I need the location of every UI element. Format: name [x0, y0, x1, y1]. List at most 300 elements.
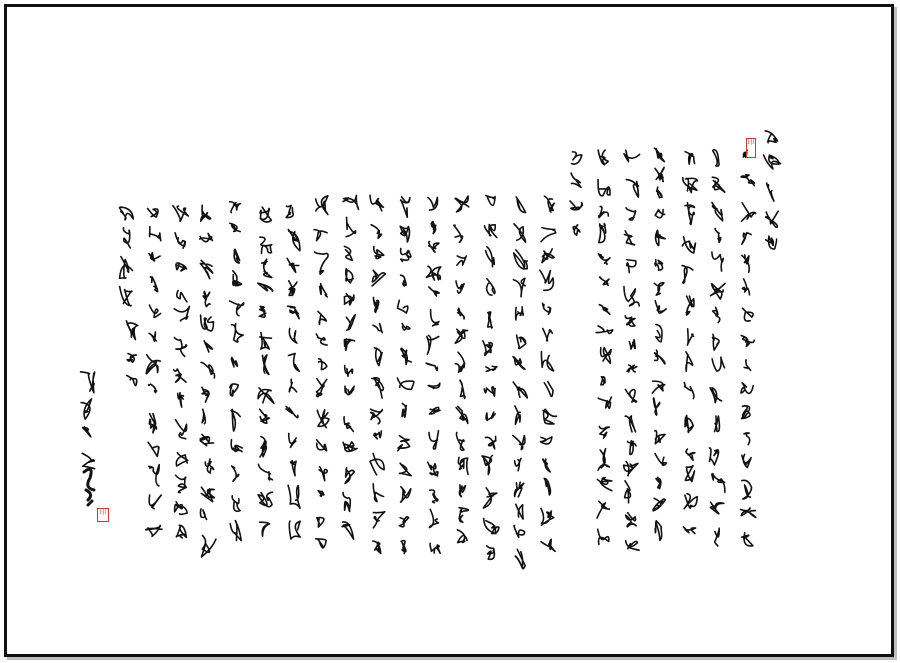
calligraphy-glyph [715, 416, 720, 432]
calligraphy-glyph [343, 442, 357, 452]
calligraphy-glyph [597, 501, 609, 518]
calligraphy-glyph [483, 341, 492, 356]
calligraphy-glyph [456, 406, 468, 423]
calligraphy-glyph [120, 257, 133, 279]
calligraphy-glyph [200, 509, 206, 520]
calligraphy-glyph [176, 475, 187, 492]
calligraphy-glyph [544, 478, 550, 495]
calligraphy-glyph [149, 495, 161, 509]
calligraphy-glyph [710, 388, 722, 403]
calligraphy-glyph [401, 248, 411, 261]
calligraphy-glyph [429, 287, 439, 296]
calligraphy-glyph [624, 150, 640, 161]
calligraphy-glyph [260, 237, 272, 253]
calligraphy-glyph [345, 386, 354, 395]
calligraphy-glyph [513, 382, 527, 398]
calligraphy-glyph [317, 410, 329, 428]
calligraphy-glyph [599, 426, 609, 438]
calligraphy-glyph [262, 355, 268, 374]
calligraphy-glyph [262, 259, 272, 277]
calligraphy-glyph [654, 283, 664, 296]
calligraphy-glyph [150, 277, 157, 292]
calligraphy-glyph [655, 521, 661, 540]
calligraphy-glyph [397, 378, 413, 389]
calligraphy-glyph [399, 517, 408, 527]
calligraphy-glyph [258, 492, 272, 507]
calligraphy-glyph [709, 448, 718, 465]
calligraphy-glyph [655, 210, 664, 218]
calligraphy-glyph [625, 389, 636, 402]
calligraphy-glyph [653, 498, 665, 511]
calligraphy-glyph [258, 388, 274, 403]
calligraphy-glyph [316, 539, 327, 548]
calligraphy-glyph [541, 437, 552, 444]
calligraphy-glyph [742, 533, 753, 546]
calligraphy-glyph [710, 502, 723, 514]
calligraphy-glyph [682, 237, 695, 253]
end-seal: 印 [97, 508, 109, 522]
calligraphy-glyph [601, 348, 611, 364]
calligraphy-glyph [713, 150, 719, 166]
calligraphy-glyph [517, 335, 526, 348]
calligraphy-glyph [741, 508, 756, 518]
calligraphy-glyph [374, 247, 384, 259]
calligraphy-glyph [370, 195, 383, 211]
calligraphy-glyph [291, 461, 297, 476]
calligraphy-glyph [230, 223, 240, 231]
calligraphy-glyph [765, 131, 777, 143]
calligraphy-glyph [288, 229, 300, 250]
calligraphy-glyph [176, 420, 187, 439]
calligraphy-glyph [149, 465, 160, 486]
calligraphy-glyph [513, 357, 525, 370]
calligraphy-glyph [652, 381, 664, 393]
title-seal: 印 [746, 138, 756, 158]
calligraphy-glyph [653, 398, 659, 415]
calligraphy-glyph [344, 246, 352, 260]
calligraphy-glyph [597, 478, 612, 491]
calligraphy-glyph [712, 474, 725, 493]
calligraphy-glyph [287, 258, 299, 272]
calligraphy-glyph [742, 454, 751, 467]
calligraphy-glyph [741, 175, 754, 186]
calligraphy-glyph [486, 412, 495, 420]
calligraphy-glyph [231, 324, 243, 342]
calligraphy-glyph [148, 442, 159, 456]
calligraphy-glyph [744, 360, 751, 370]
calligraphy-glyph [200, 260, 212, 278]
calligraphy-glyph [402, 403, 406, 417]
calligraphy-glyph [81, 372, 95, 393]
calligraphy-glyph [230, 521, 241, 541]
calligraphy-glyph [656, 230, 666, 245]
calligraphy-glyph [455, 196, 469, 212]
calligraphy-glyph [343, 195, 358, 209]
calligraphy-glyph [683, 178, 698, 193]
calligraphy-glyph [200, 434, 213, 445]
calligraphy-glyph [598, 397, 611, 408]
calligraphy-glyph [398, 300, 408, 313]
calligraphy-glyph [401, 197, 410, 217]
calligraphy-glyph [712, 252, 723, 271]
calligraphy-glyph [513, 278, 525, 297]
calligraphy-glyph [374, 348, 382, 366]
calligraphy-glyph [541, 228, 556, 242]
calligraphy-glyph [598, 449, 609, 471]
calligraphy-glyph [234, 249, 239, 263]
calligraphy-glyph [487, 546, 495, 560]
calligraphy-glyph [373, 484, 383, 502]
calligraphy-glyph [600, 277, 609, 285]
calligraphy-glyph [683, 527, 695, 534]
calligraphy-glyph [485, 436, 495, 448]
calligraphy-glyph [372, 270, 385, 286]
calligraphy-glyph [200, 233, 213, 241]
calligraphy-glyph [627, 260, 636, 273]
calligraphy-glyph [371, 409, 383, 424]
calligraphy-glyph [317, 440, 327, 451]
calligraphy-glyph [319, 359, 327, 370]
calligraphy-glyph [177, 290, 187, 301]
calligraphy-glyph [373, 297, 378, 312]
calligraphy-glyph [625, 481, 631, 503]
calligraphy-glyph [431, 221, 436, 233]
calligraphy-glyph [260, 333, 272, 350]
calligraphy-glyph [624, 231, 634, 245]
calligraphy-glyph [81, 399, 91, 419]
calligraphy-glyph [460, 380, 465, 398]
calligraphy-glyph [202, 535, 217, 557]
calligraphy-glyph [314, 230, 327, 241]
calligraphy-glyph [741, 383, 753, 394]
calligraphy-glyph [485, 225, 497, 238]
calligraphy-glyph [260, 437, 266, 457]
calligraphy-glyph [344, 339, 354, 350]
calligraphy-glyph [317, 518, 324, 527]
calligraphy-glyph [626, 513, 637, 527]
calligraphy-glyph [373, 512, 385, 528]
calligraphy-glyph [687, 329, 693, 345]
calligraphy-glyph [373, 541, 381, 553]
calligraphy-glyph [514, 250, 528, 269]
calligraphy-glyph [655, 453, 666, 465]
calligraphy-glyph [482, 456, 492, 475]
calligraphy-glyph [428, 462, 438, 476]
calligraphy-glyph [766, 211, 779, 227]
calligraphy-glyph [515, 458, 521, 470]
calligraphy-glyph [345, 365, 353, 376]
calligraphy-glyph [346, 269, 354, 283]
calligraphy-glyph [456, 432, 464, 450]
calligraphy-glyph [515, 482, 524, 497]
calligraphy-glyph [258, 283, 273, 291]
calligraphy-glyph [401, 348, 411, 364]
calligraphy-glyph [682, 266, 693, 284]
calligraphy-glyph [175, 502, 188, 515]
calligraphy-glyph [742, 255, 749, 272]
calligraphy-glyph [624, 462, 638, 476]
calligraphy-glyph [742, 308, 753, 321]
calligraphy-glyph [258, 464, 272, 480]
calligraphy-glyph [175, 233, 185, 248]
calligraphy-glyph [573, 225, 580, 236]
calligraphy-glyph [686, 296, 694, 315]
calligraphy-glyph [543, 303, 551, 314]
calligraphy-glyph [233, 271, 242, 286]
calligraphy-glyph [344, 417, 353, 432]
calligraphy-glyph [599, 206, 609, 217]
calligraphy-glyph [429, 431, 439, 449]
calligraphy-glyph [150, 227, 161, 241]
calligraphy-glyph [686, 449, 695, 460]
calligraphy-glyph [571, 173, 581, 187]
calligraphy-glyph [543, 409, 556, 424]
calligraphy-glyph [713, 334, 720, 350]
calligraphy-glyph [455, 352, 464, 372]
calligraphy-glyph [570, 201, 582, 210]
calligraphy-glyph [742, 279, 749, 295]
calligraphy-glyph [372, 378, 384, 398]
calligraphy-glyph [713, 307, 720, 322]
calligraphy-glyph [457, 256, 466, 265]
calligraphy-glyph [744, 433, 750, 445]
calligraphy-glyph [544, 382, 553, 397]
calligraphy-glyph [656, 324, 662, 341]
calligraphy-glyph [83, 427, 91, 437]
calligraphy-glyph [484, 387, 495, 397]
calligraphy-glyph [146, 355, 160, 374]
calligraphy-glyph [205, 459, 213, 473]
calligraphy-glyph [260, 207, 271, 222]
calligraphy-glyph [684, 494, 697, 509]
calligraphy-glyph [426, 266, 440, 280]
calligraphy-glyph [148, 208, 159, 217]
calligraphy-glyph [712, 357, 724, 371]
calligraphy-glyph [712, 177, 725, 192]
calligraphy-glyph [149, 332, 156, 341]
calligraphy-glyph [598, 150, 608, 165]
calligraphy-glyph [626, 208, 636, 220]
calligraphy-glyph [176, 525, 186, 538]
calligraphy-glyph [459, 508, 468, 522]
calligraphy-glyph [342, 522, 353, 539]
calligraphy-glyph [176, 453, 188, 466]
calligraphy-glyph [742, 480, 752, 499]
calligraphy-glyph [288, 306, 299, 318]
calligraphy-glyph [516, 504, 523, 519]
calligraphy-glyph [626, 180, 638, 198]
calligraphy-glyph [767, 183, 774, 201]
calligraphy-glyph [149, 414, 156, 433]
calligraphy-glyph [146, 525, 162, 536]
calligraphy-glyph [231, 409, 240, 431]
calligraphy-glyph [259, 307, 266, 318]
calligraphy-glyph [656, 477, 661, 488]
calligraphy-glyph [685, 152, 694, 164]
calligraphy-glyph [316, 196, 328, 215]
calligraphy-glyph [601, 377, 605, 385]
calligraphy-glyph [126, 321, 137, 340]
calligraphy-glyph [626, 541, 639, 550]
calligraphy-glyph [426, 363, 437, 370]
calligraphy-glyph [401, 487, 411, 502]
calligraphy-glyph [457, 530, 467, 543]
calligraphy-glyph [514, 525, 525, 537]
calligraphy-glyph [374, 431, 381, 439]
calligraphy-glyph [230, 202, 241, 213]
calligraphy-glyph [655, 301, 666, 313]
calligraphy-glyph [515, 549, 525, 568]
calligraphy-glyph [344, 294, 353, 305]
calligraphy-glyph [230, 301, 244, 316]
calligraphy-glyph [599, 305, 609, 315]
calligraphy-glyph [286, 205, 293, 217]
calligraphy-glyph [318, 491, 324, 497]
signature-strokes [84, 469, 94, 505]
calligraphy-glyph [202, 387, 209, 402]
calligraphy-glyph [742, 203, 756, 222]
calligraphy-glyph [598, 180, 610, 196]
calligraphy-glyph [541, 352, 553, 371]
calligraphy-glyph [454, 225, 463, 242]
calligraphy-glyph [655, 167, 664, 181]
calligraphy-glyph [715, 528, 719, 546]
calligraphy-glyph [400, 226, 409, 242]
calligraphy-glyph [127, 375, 137, 385]
calligraphy-glyph [543, 459, 551, 472]
calligraphy-glyph [203, 291, 210, 306]
calligraphy-glyph [543, 328, 553, 341]
calligraphy-glyph [540, 270, 554, 290]
calligraphy-glyph [174, 338, 186, 357]
calligraphy-glyph [119, 207, 133, 220]
calligraphy-glyph [82, 453, 94, 468]
calligraphy-glyph [289, 281, 297, 296]
calligraphy-glyph [373, 324, 382, 333]
calligraphy-glyph [655, 431, 665, 444]
calligraphy-glyph [201, 315, 214, 331]
calligraphy-glyph [317, 379, 327, 397]
calligraphy-glyph [742, 233, 751, 245]
calligraphy-glyph [459, 485, 465, 497]
calligraphy-glyph [657, 187, 662, 197]
calligraphy-glyph [429, 242, 439, 253]
calligraphy-glyph [541, 539, 555, 551]
calligraphy-glyph [289, 328, 297, 343]
calligraphy-glyph [370, 453, 384, 474]
calligraphy-glyph [178, 393, 184, 407]
calligraphy-glyph [516, 307, 524, 320]
calligraphy-glyph [486, 196, 495, 206]
calligraphy-glyph [428, 197, 438, 210]
calligraphy-glyph [286, 406, 298, 417]
calligraphy-glyph [544, 196, 554, 212]
calligraphy-glyph [123, 228, 130, 248]
calligraphy-glyph [318, 311, 326, 324]
calligraphy-glyph [430, 543, 440, 553]
calligraphy-glyph [149, 305, 160, 317]
calligraphy-glyph [429, 407, 440, 414]
calligraphy-glyph [627, 365, 637, 372]
calligraphy-glyph [458, 457, 468, 474]
calligraphy-glyph [766, 236, 777, 249]
calligraphy-glyph [516, 197, 525, 213]
calligraphy-glyph [741, 335, 754, 346]
calligraphy-glyph [345, 468, 354, 484]
calligraphy-glyph [232, 466, 239, 481]
calligraphy-glyph [685, 466, 694, 482]
calligraphy-glyph [201, 487, 214, 501]
calligraphy-glyph [598, 529, 609, 544]
calligraphy-glyph [542, 249, 554, 263]
calligraphy-glyph [486, 366, 497, 371]
calligraphy-glyph [712, 203, 723, 221]
calligraphy-glyph [315, 252, 328, 274]
calligraphy-glyph [684, 383, 694, 399]
calligraphy-glyph [398, 436, 410, 451]
calligraphy-glyph [715, 229, 721, 243]
calligraphy-glyph [399, 463, 411, 475]
calligraphy-glyph [232, 496, 240, 511]
calligraphy-glyph [320, 284, 328, 297]
calligraphy-glyph [289, 433, 296, 447]
calligraphy-glyph [629, 340, 635, 349]
calligraphy-glyph [541, 508, 554, 525]
calligraphy-glyph [742, 406, 750, 419]
calligraphy-glyph [173, 206, 188, 221]
calligraphy-glyph [625, 416, 635, 432]
calligraphy-glyph [483, 488, 496, 508]
calligraphy-glyph [686, 352, 693, 371]
calligraphy-glyph [515, 406, 520, 424]
calligraphy-glyph [456, 281, 464, 293]
calligraphy-glyph [120, 287, 132, 306]
calligraphy-glyph [201, 362, 214, 378]
calligraphy-glyph [654, 148, 664, 161]
calligraphy-glyph [316, 334, 327, 345]
calligraphy-glyph [764, 155, 781, 169]
calligraphy-glyph [655, 350, 665, 364]
calligraphy-glyph [599, 224, 606, 243]
calligraphy-glyph [346, 315, 355, 330]
calligraphy-glyph [202, 409, 205, 424]
calligraphy-glyph [230, 384, 238, 396]
calligraphy-glyph [427, 335, 439, 354]
calligraphy-glyph [624, 287, 639, 306]
calligraphy-glyph [484, 518, 499, 533]
calligraphy-glyph [685, 415, 693, 432]
calligraphy-glyph [231, 440, 242, 452]
calligraphy-glyph [343, 493, 350, 512]
calligraphy-glyph [288, 354, 299, 372]
calligraphy-glyph [458, 308, 465, 319]
calligraphy-glyph [430, 490, 438, 503]
calligraphy-glyph [288, 485, 300, 508]
calligraphy-glyph [201, 205, 211, 221]
calligraphy-glyph [572, 152, 582, 164]
calligraphy-glyph [488, 312, 492, 328]
calligraphy-glyph [513, 435, 525, 449]
calligraphy-glyph [655, 260, 663, 270]
calligraphy-glyph [204, 341, 212, 352]
calligraphy-glyph [431, 310, 439, 326]
calligraphy-glyph [429, 509, 438, 527]
calligraphy-glyph [628, 441, 637, 455]
calligraphy-glyph [260, 409, 270, 423]
calligraphy-glyph [174, 306, 189, 320]
calligraphy-glyph [371, 225, 381, 239]
calligraphy-glyph [289, 521, 300, 539]
